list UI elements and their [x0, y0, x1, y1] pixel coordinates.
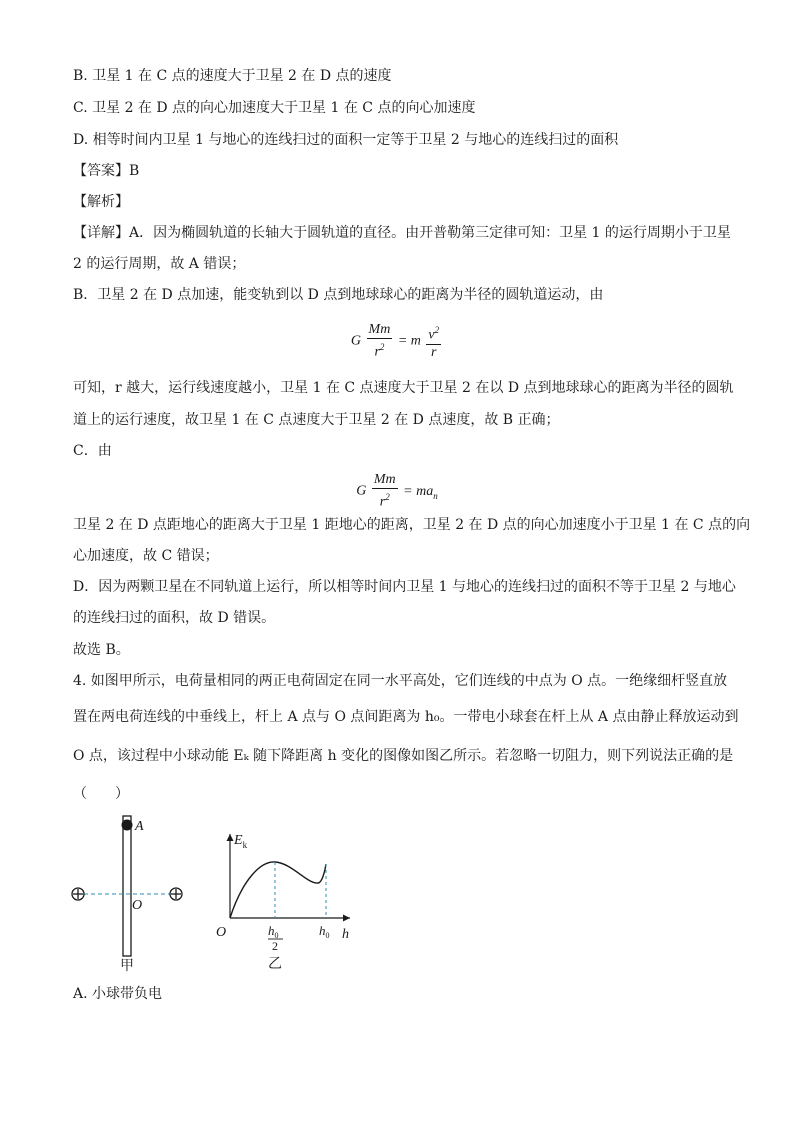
formula2-frac	[372, 472, 398, 511]
explain-a-1: 【详解】A．因为椭圆轨道的长轴大于圆轨道的直径。由开普勒第三定律可知：卫星 1 的运行周期小于卫星	[73, 225, 731, 241]
ball-at-a	[122, 820, 133, 831]
formula1-num1: Mm	[368, 322, 391, 337]
formula-gravity-acceleration	[0, 472, 794, 511]
label-half-h0-num: $h_0$	[268, 923, 279, 940]
label-origin: O	[216, 925, 227, 940]
formula1-num2: $v^2$	[426, 322, 441, 345]
label-o: O	[132, 898, 143, 913]
explain-c-3: 心加速度，故 C 错误；	[73, 548, 219, 564]
explain-b-1: B．卫星 2 在 D 点加速，能变轨到以 D 点到地球球心的距离为半径的圆轨道运动，由	[73, 287, 604, 303]
question4-blank: （ ）	[73, 786, 129, 802]
formula1-frac1	[367, 322, 393, 361]
caption-jia: 甲	[120, 958, 134, 974]
explain-c-1: C．由	[73, 443, 112, 459]
label-ek: $E_k$	[234, 833, 248, 850]
insulating-rod	[123, 816, 131, 956]
formula1-eq: = m	[397, 333, 421, 349]
label-h: h	[342, 927, 349, 942]
option-b: B. 卫星 1 在 C 点的速度大于卫星 2 在 D 点的速度	[73, 68, 392, 84]
analysis-label: 【解析】	[73, 194, 129, 210]
positive-charge-right-icon	[170, 888, 182, 900]
positive-charge-left-icon	[72, 888, 84, 900]
formula2-den: $r^2$	[379, 492, 390, 510]
formula2-rhs: = $ma_n$	[403, 483, 438, 501]
option-c: C. 卫星 2 在 D 点的向心加速度大于卫星 1 在 C 点的向心加速度	[73, 100, 476, 116]
question4-1: 4. 如图甲所示，电荷量相同的两正电荷固定在同一水平高处，它们连线的中点为 O 点。一绝缘细杆竖直放	[73, 673, 728, 689]
question4-3: O 点，该过程中小球动能 Eₖ 随下降距离 h 变化的图像如图乙所示。若忽略一切阻力，则下列说法正确的是	[73, 748, 734, 764]
formula1-den2: r	[431, 344, 437, 360]
formula2-num: Mm	[373, 472, 396, 487]
explain-d-1: D．因为两颗卫星在不同轨道上运行，所以相等时间内卫星 1 与地心的连线扫过的面积不等于卫星 2 与地心	[73, 579, 736, 595]
question4-2: 置在两电荷连线的中垂线上，杆上 A 点与 O 点间距离为 h₀。一带电小球套在杆上从 A 点由静止释放运动到	[73, 709, 739, 725]
formula2-g: G	[356, 483, 367, 499]
formula1-frac2	[426, 322, 441, 361]
formula1-den1: $r^2$	[374, 342, 385, 360]
label-a: A	[135, 819, 144, 834]
figure-jia	[66, 808, 196, 978]
formula1-g: G	[350, 333, 362, 349]
explain-c-2: 卫星 2 在 D 点距地心的距离大于卫星 1 距地心的距离，卫星 2 在 D 点的向心加速度小于卫星 1 在 C 点的向	[73, 517, 751, 533]
choose-b: 故选 B。	[73, 642, 130, 658]
caption-yi: 乙	[268, 956, 282, 972]
answer-label: 【答案】B	[73, 163, 140, 179]
explain-d-2: 的连线扫过的面积，故 D 错误。	[73, 610, 276, 626]
ek-curve	[230, 862, 326, 918]
formula-gravity-velocity	[0, 322, 794, 361]
explain-a-2: 2 的运行周期，故 A 错误；	[73, 256, 246, 272]
explain-b-3: 道上的运行速度，故卫星 1 在 C 点速度大于卫星 2 在 D 点速度，故 B 正确；	[73, 412, 560, 428]
label-half-h0-den: 2	[272, 939, 278, 953]
option-d: D. 相等时间内卫星 1 与地心的连线扫过的面积一定等于卫星 2 与地心的连线扫过的面积	[73, 132, 619, 148]
option-a-q4: A. 小球带负电	[73, 986, 163, 1002]
label-h0: $h_0$	[319, 923, 330, 940]
explain-b-2: 可知，r 越大，运行线速度越小，卫星 1 在 C 点速度大于卫星 2 在以 D 点到地球球心的距离为半径的圆轨	[73, 380, 734, 396]
figure-yi	[212, 826, 362, 976]
